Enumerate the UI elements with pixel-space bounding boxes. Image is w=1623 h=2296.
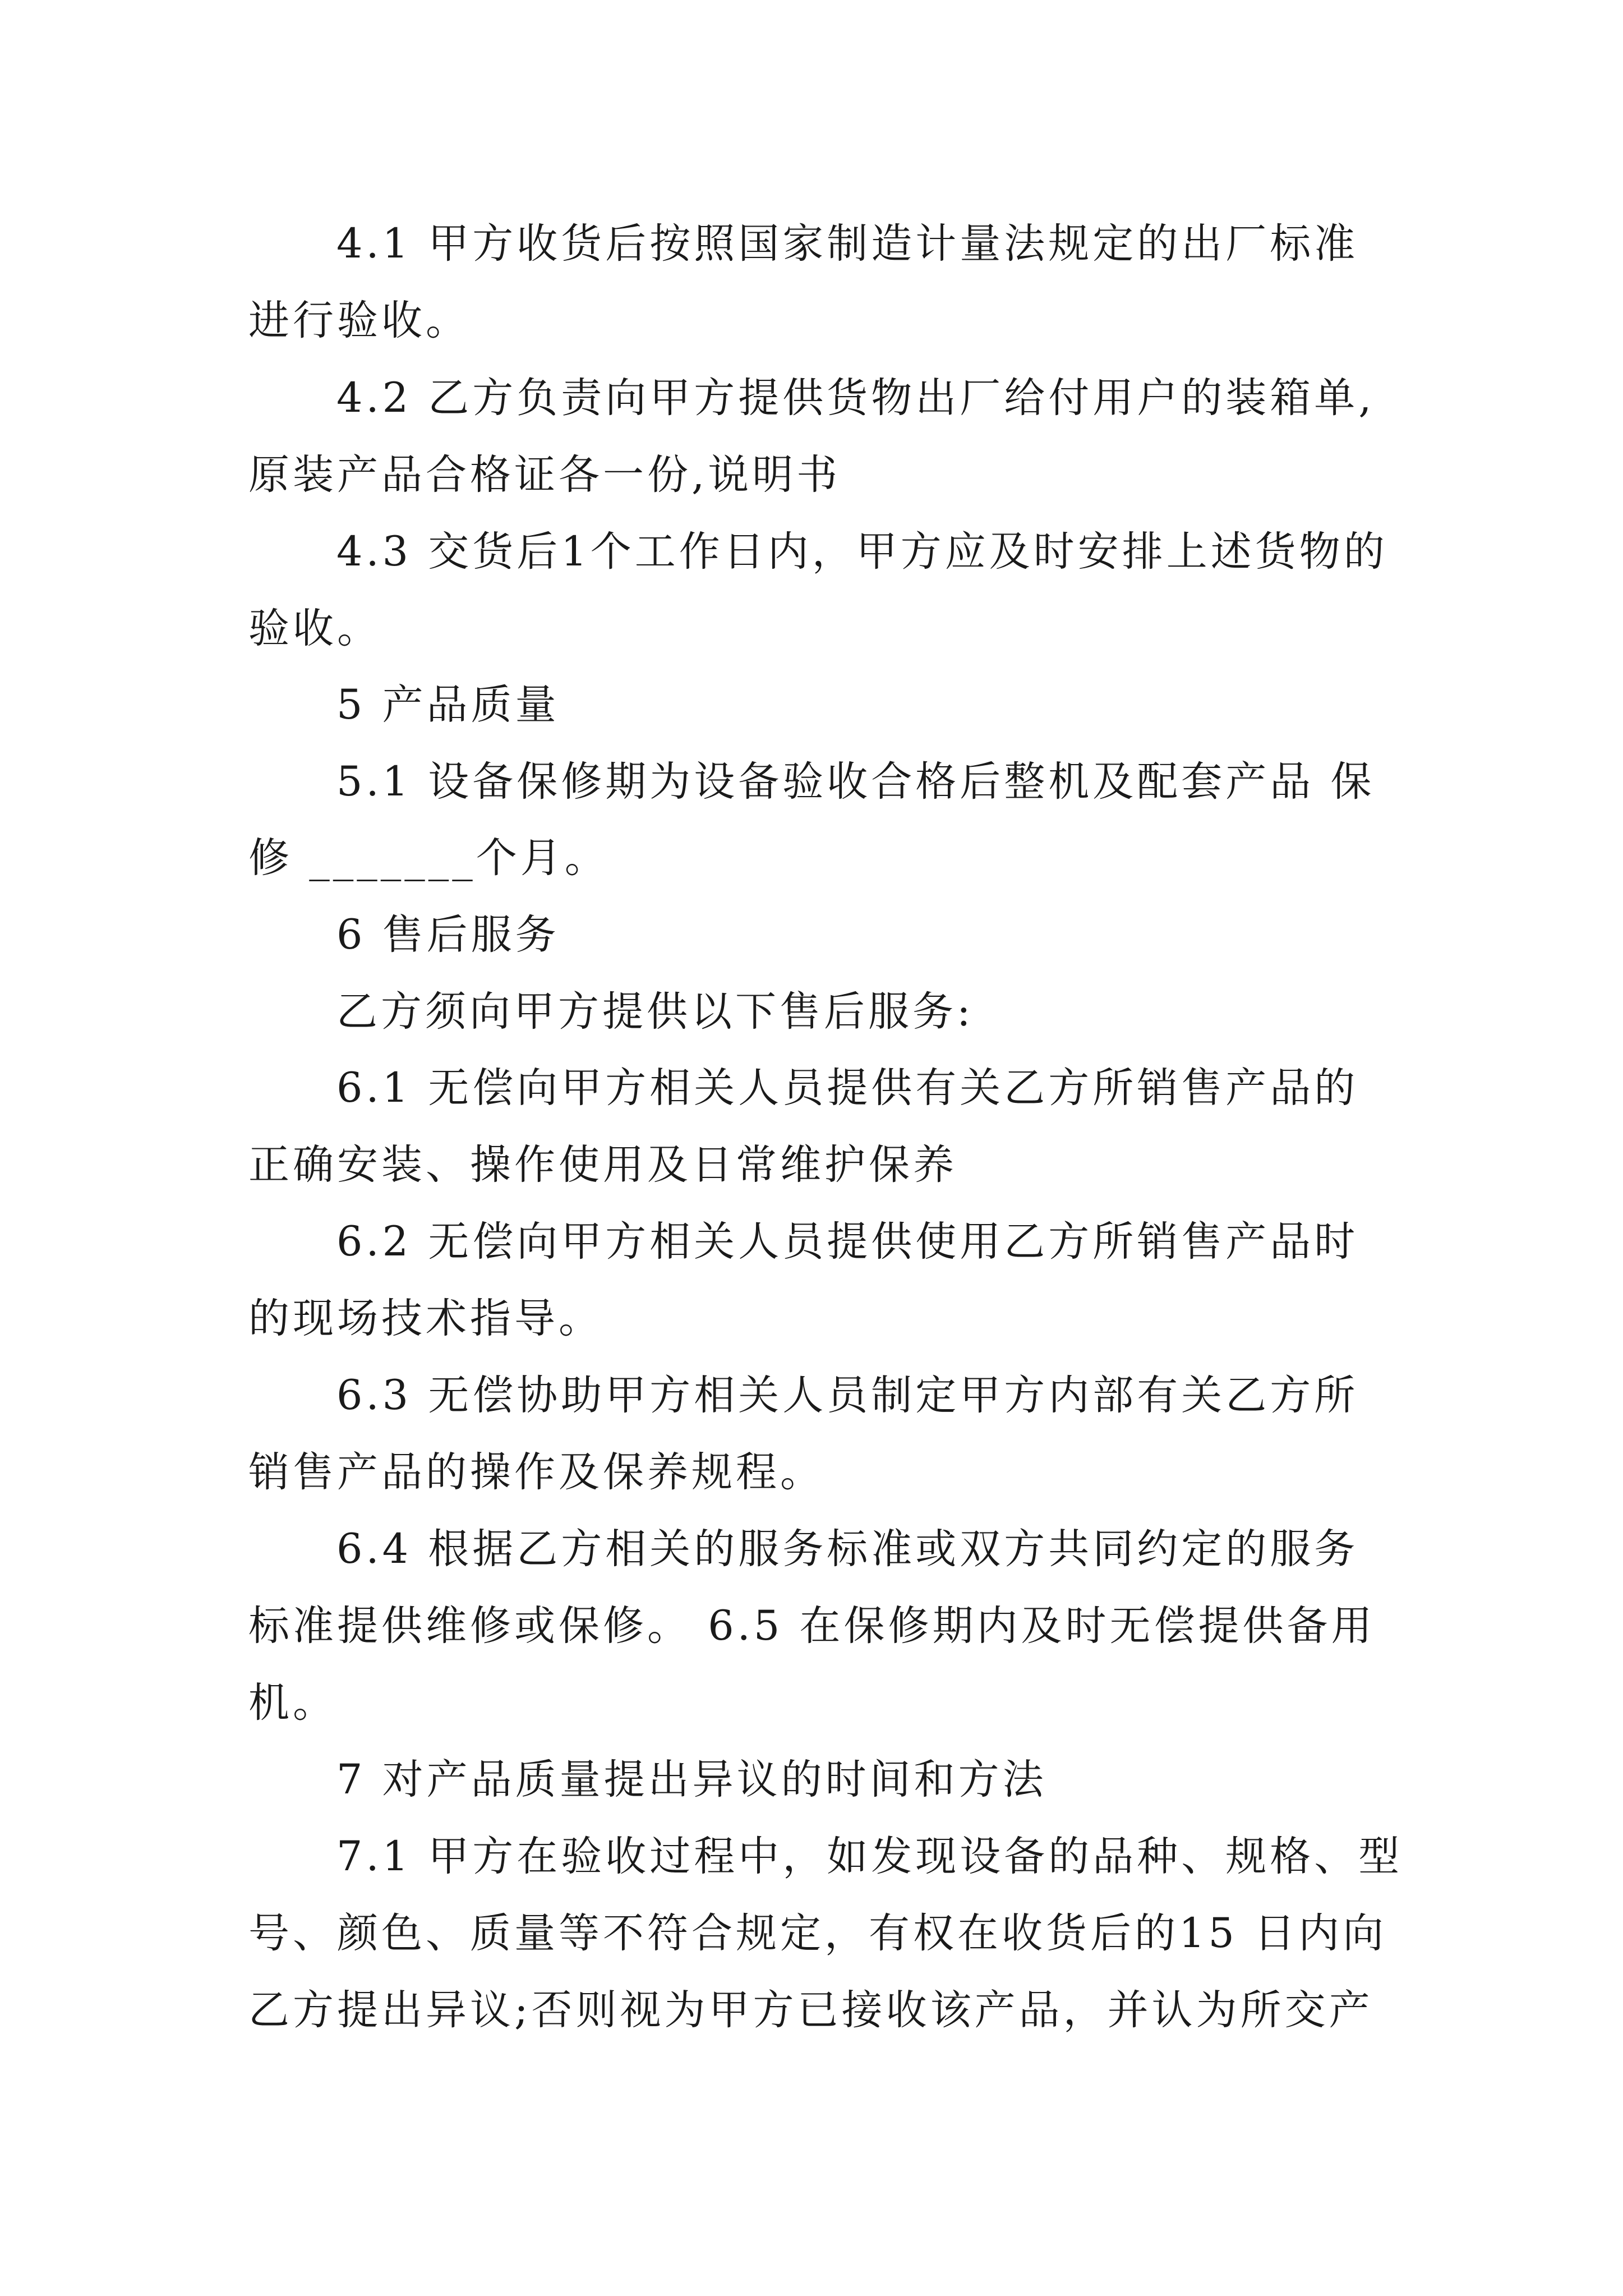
text-line: 6.1 无偿向甲方相关人员提供有关乙方所销售产品的 — [336, 1064, 1359, 1112]
text-line: 号、颜色、质量等不符合规定，有权在收货后的15 日内向 — [248, 1910, 1387, 1957]
text-line: 原装产品合格证各一份,说明书 — [248, 451, 841, 499]
text-line: 5.1 设备保修期为设备验收合格后整机及配套产品 保 — [336, 758, 1375, 806]
text-line: 标准提供维修或保修。 6.5 在保修期内及时无偿提供备用 — [248, 1602, 1376, 1650]
text-line: 修 _______个月。 — [248, 834, 609, 882]
text-line: 4.2 乙方负责向甲方提供货物出厂给付用户的装箱单, — [336, 374, 1375, 422]
text-line: 进行验收。 — [248, 297, 470, 344]
text-line: 4.1 甲方收货后按照国家制造计量法规定的出厂标准 — [336, 220, 1359, 268]
text-line: 的现场技术指导。 — [248, 1295, 603, 1342]
section-heading: 7 对产品质量提出异议的时间和方法 — [336, 1756, 1047, 1803]
text-line: 机。 — [248, 1679, 337, 1727]
text-line: 6.3 无偿协助甲方相关人员制定甲方内部有关乙方所 — [336, 1372, 1359, 1419]
text-line: 6.2 无偿向甲方相关人员提供使用乙方所销售产品时 — [336, 1218, 1359, 1266]
text-line: 正确安装、操作使用及日常维护保养 — [248, 1141, 957, 1189]
text-line: 乙方须向甲方提供以下售后服务: — [336, 988, 974, 1036]
text-line: 7.1 甲方在验收过程中，如发现设备的品种、规格、型 — [336, 1833, 1403, 1880]
section-heading: 5 产品质量 — [336, 681, 560, 729]
section-heading: 6 售后服务 — [336, 911, 560, 959]
text-line: 4.3 交货后1个工作日内，甲方应及时安排上述货物的 — [336, 528, 1388, 576]
text-line: 销售产品的操作及保养规程。 — [248, 1448, 824, 1496]
text-line: 乙方提出异议;否则视为甲方已接收该产品，并认为所交产 — [248, 1986, 1373, 2034]
text-line: 6.4 根据乙方相关的服务标准或双方共同约定的服务 — [336, 1525, 1359, 1573]
text-line: 验收。 — [248, 605, 381, 652]
